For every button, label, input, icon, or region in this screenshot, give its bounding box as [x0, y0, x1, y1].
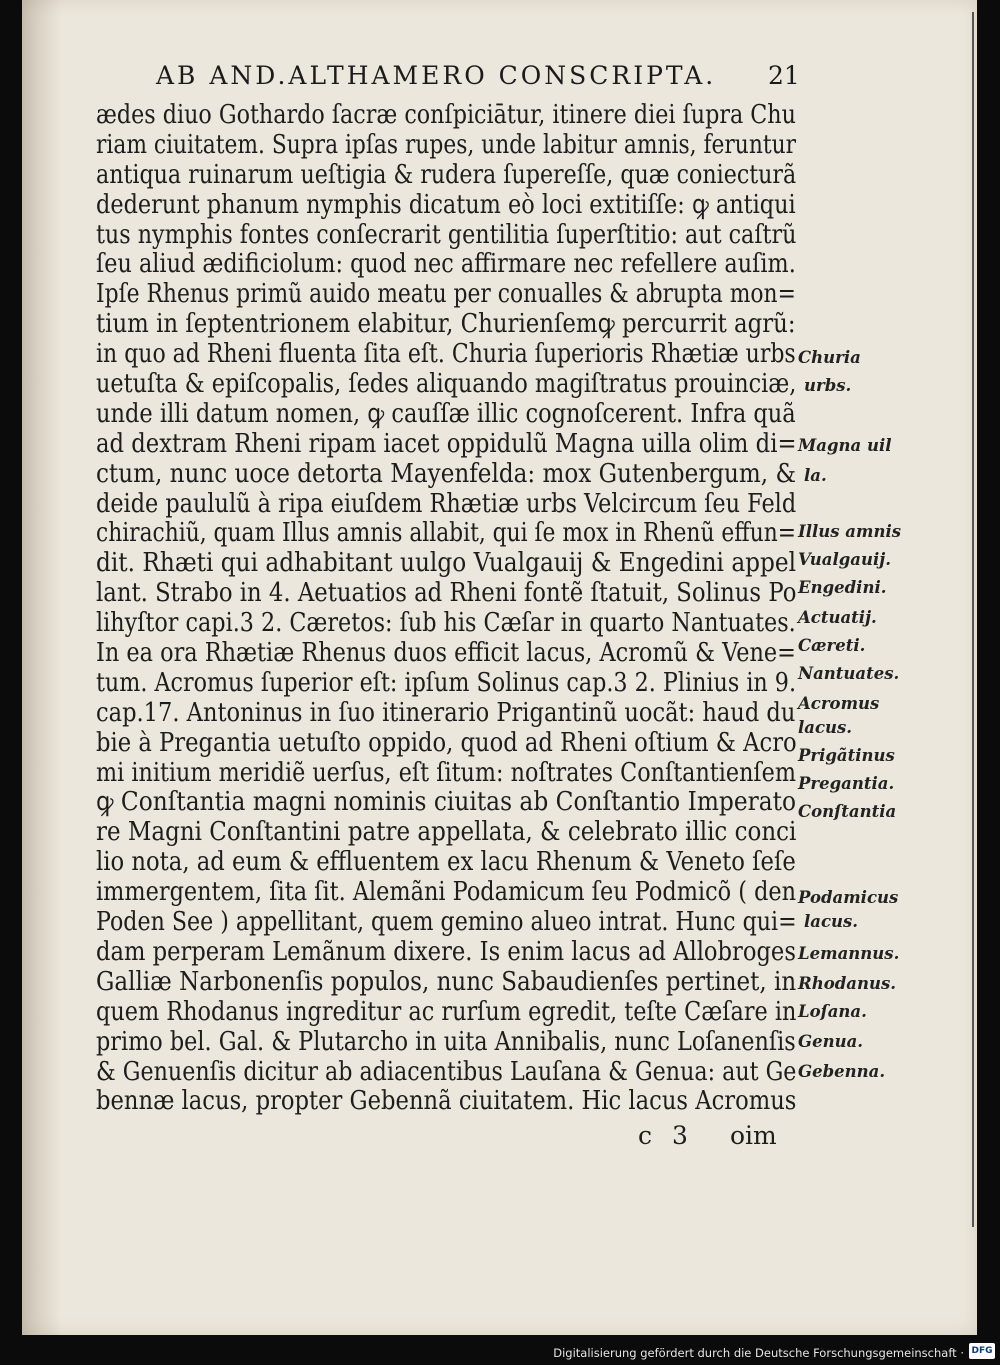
margin-note: lacus. — [798, 718, 853, 738]
text-line: uetuſta & epiſcopalis, ſedes aliquando magiſtratus prouinciæ, — [96, 369, 797, 400]
margin-note: Pregantia. — [798, 774, 895, 794]
margin-note: lacus. — [804, 912, 859, 932]
text-line: & Genuenſis dicitur ab adiacentibus Lauſana & Genua: aut Ge — [96, 1056, 797, 1087]
text-line: antiqua ruinarum ueſtigia & rudera ſupereſſe, quæ coniecturã — [96, 159, 797, 190]
signature-mark: c — [638, 1121, 653, 1150]
margin-note: Prigãtinus — [798, 746, 895, 766]
text-line: primo bel. Gal. & Plutarcho in uita Annibalis, nunc Loſanenſis — [96, 1026, 796, 1057]
text-line: tus nymphis fontes conſecrarit gentilitia ſuperſtitio: aut caſtrũ — [96, 219, 797, 250]
dfg-logo: DFG — [969, 1343, 995, 1359]
text-line: deide paululũ à ripa eiuſdem Rhætiæ urbs Velcircum ſeu Feld — [96, 488, 797, 519]
bleed-through-smudge — [84, 1083, 144, 1128]
running-header — [156, 61, 800, 90]
text-line: lant. Strabo in 4. Aetuatios ad Rheni fontẽ ſtatuit, Solinus Po — [96, 578, 797, 609]
text-line: ædes diuo Gothardo ſacræ conſpiciātur, itinere diei ſupra Chu — [96, 100, 796, 130]
margin-note: Loſana. — [798, 1002, 867, 1022]
text-line: Ipſe Rhenus primũ auido meatu per conualles & abrupta mon= — [96, 279, 796, 310]
text-line: unde illi datum nomen, ꝙ cauſſæ illic cognoſcerent. Infra quã — [96, 398, 796, 429]
margin-note: Illus amnis — [798, 522, 902, 542]
text-line: dam perperam Lemãnum dixere. Is enim lacus ad Allobroges — [96, 936, 796, 967]
page-edge-rule — [972, 12, 974, 1227]
margin-note: Nantuates. — [798, 664, 900, 684]
text-line: tium in ſeptentrionem elabitur, Churienſemꝙ percurrit agrũ: — [96, 309, 796, 340]
text-line: ꝙ Conſtantia magni nominis ciuitas ab Conſtantio Imperato — [96, 787, 797, 818]
text-line: immergentem, ſita ſit. Alemãni Podamicum ſeu Podmicõ ( den — [96, 877, 797, 908]
main-text-block — [96, 101, 796, 1117]
text-line: bie à Pregantia uetuſto oppido, quod ad Rheni oſtium & Acro — [96, 727, 797, 758]
text-line: mi initium meridiẽ uerſus, eſt ſitum: noſtrates Conſtantienſem — [96, 757, 796, 788]
margin-note: Acromus — [798, 694, 880, 714]
digitization-credit: Digitalisierung gefördert durch die Deutsche Forschungsgemeinschaft · — [553, 1346, 964, 1360]
text-line: In ea ora Rhætiæ Rhenus duos efficit lacus, Acromũ & Vene= — [96, 638, 796, 669]
text-line: lio nota, ad eum & effluentem ex lacu Rhenum & Veneto ſeſe — [96, 847, 796, 878]
margin-note: Rhodanus. — [798, 974, 897, 994]
margin-note: Magna uil — [798, 436, 892, 456]
margin-note: Podamicus — [798, 888, 899, 908]
text-line: lihyſtor capi.3 2. Cæretos: ſub his Cæſar in quarto Nantuates. — [96, 608, 796, 639]
margin-note: Conſtantia — [798, 802, 897, 822]
text-line: Galliæ Narbonenſis populos, nunc Sabaudienſes pertinet, in — [96, 966, 797, 997]
margin-note: Cæreti. — [798, 636, 866, 656]
text-line: re Magni Conſtantini patre appellata, & celebrato illic conci — [96, 817, 797, 848]
text-line: ſeu aliud ædificiolum: quod nec affirmare nec refellere auſim. — [96, 249, 796, 280]
text-line: Poden See ) appellitant, quem gemino alueo intrat. Hunc qui= — [96, 907, 797, 938]
text-line: chirachiũ, quam Illus amnis allabit, qui ſe mox in Rhenũ effun= — [96, 518, 796, 549]
text-line: riam ciuitatem. Supra ipſas rupes, unde labitur amnis, feruntur — [96, 129, 797, 160]
margin-note: Churia — [798, 348, 861, 368]
margin-note: Vualgauij. — [798, 550, 891, 570]
text-line: cap.17. Antoninus in ſuo itinerario Prigantinũ uocãt: haud du — [96, 697, 796, 728]
margin-note: Actuatij. — [798, 608, 877, 628]
text-line: tum. Acromus ſuperior eſt: ipſum Solinus cap.3 2. Plinius in 9. — [96, 667, 797, 698]
margin-note: Gebenna. — [798, 1062, 886, 1082]
margin-note: la. — [804, 466, 827, 486]
margin-note: Genua. — [798, 1032, 864, 1052]
text-line: ad dextram Rheni ripam iacet oppidulũ Magna uilla olim di= — [96, 428, 797, 459]
text-line: dit. Rhæti qui adhabitant uulgo Vualgauij & Engedini appel — [96, 548, 797, 579]
text-line: dederunt phanum nymphis dicatum eò loci extitiſſe: ꝙ antiqui — [96, 189, 796, 220]
margin-note: Engedini. — [798, 578, 887, 598]
running-title: AB AND.ALTHAMERO CONSCRIPTA. — [156, 61, 717, 90]
catchword: oim — [730, 1121, 777, 1150]
text-line: ctum, nunc uoce detorta Mayenfelda: mox Gutenbergum, & — [96, 458, 797, 489]
text-line: in quo ad Rheni fluenta ſita eſt. Churia ſuperioris Rhætiæ urbs — [96, 339, 796, 370]
book-page — [22, 0, 977, 1335]
margin-note: Lemannus. — [798, 944, 900, 964]
text-line: quem Rhodanus ingreditur ac rurſum egredit, teſte Cæſare in — [96, 996, 797, 1027]
folio-number: 21 — [768, 61, 800, 90]
signature-number: 3 — [672, 1121, 688, 1150]
text-line: bennæ lacus, propter Gebennã ciuitatem. Hic lacus Acromus — [96, 1086, 797, 1117]
margin-note: urbs. — [804, 376, 852, 396]
